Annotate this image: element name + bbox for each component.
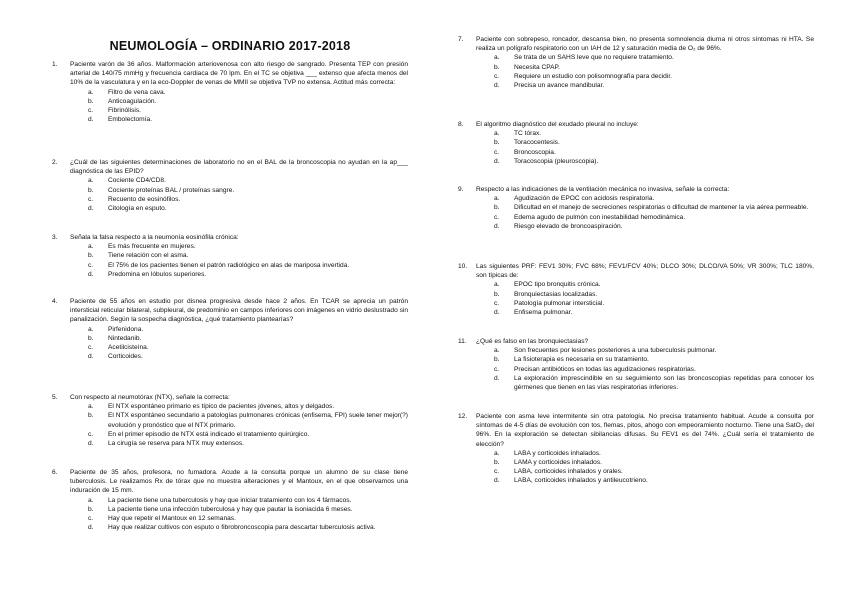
option-letter: a. [494, 347, 500, 355]
answer-options [458, 280, 814, 317]
question-11 [458, 337, 814, 392]
question-stem [52, 468, 408, 496]
answer-option [494, 346, 814, 355]
option-text: El NTX espontáneo secundario a patologías pulmonares crónicas (enfisema, FPI) suele tener mejor(?) evolución y pronóstico que el NTX primario. [108, 412, 408, 429]
option-letter: b. [88, 186, 94, 194]
option-letter: a. [88, 325, 94, 333]
option-text: En el primer episodio de NTX está indicado el tratamiento quirúrgico. [108, 430, 310, 438]
option-text: Corticoides. [108, 353, 143, 361]
option-letter: d. [494, 157, 500, 165]
question-number: 2. [52, 159, 58, 166]
option-letter: d. [88, 440, 94, 448]
answer-option [494, 299, 814, 308]
question-text: Paciente de 55 años en estudio por disnea progresiva desde hace 2 años. En TCAR se aprecia un patrón intersticial reticular bilateral, subpleural, de predominio en campos inferiores con imágenes en vidrio deslustrado sin panalización. Según la sospecha diagnóstica, ¿qué tratamiento plantearías? [70, 298, 408, 324]
question-text: El algoritmo diagnóstico del exudado pleural no incluye: [476, 121, 639, 128]
answer-option [88, 352, 408, 361]
option-text: Riesgo elevado de broncoaspiración. [514, 222, 623, 230]
option-letter: c. [88, 344, 94, 352]
option-text: La exploración imprescindible en su seguimiento son las broncoscopias repetidas para conocer los gérmenes que tienen en las vías respiratorias inferiores. [514, 374, 814, 392]
question-stem [458, 120, 814, 129]
answer-option [88, 186, 408, 195]
answer-option [494, 458, 814, 467]
option-letter: d. [88, 353, 94, 361]
question-7 [458, 35, 814, 90]
answer-options [458, 346, 814, 392]
answer-option [88, 343, 408, 352]
answer-option [88, 176, 408, 185]
option-letter: c. [88, 107, 94, 115]
option-letter: b. [88, 252, 94, 260]
option-text: Cociente proteínas BAL / proteínas sangre. [108, 186, 235, 194]
option-text: Fibrinólisis. [108, 107, 141, 115]
option-letter: a. [494, 449, 500, 457]
answer-option [88, 195, 408, 204]
option-letter: b. [494, 290, 500, 298]
question-8 [458, 120, 814, 166]
answer-options [52, 176, 408, 213]
option-letter: b. [88, 97, 94, 105]
answer-option [494, 194, 814, 203]
answer-option [88, 411, 408, 429]
question-5 [52, 393, 408, 448]
answer-option [88, 251, 408, 260]
answer-options [52, 325, 408, 362]
option-text: Precisan antibióticos en todas las agudizaciones respiratorias. [514, 365, 696, 373]
question-text: Las siguientes PRF: FEV1 30%; FVC 68%; FEV1/FCV 40%; DLCO 30%; DLCO/VA 50%; VR 300%; TLC 180%, son típicas de: [476, 263, 814, 280]
answer-option [88, 204, 408, 213]
answer-options [52, 496, 408, 533]
answer-options [52, 402, 408, 448]
option-letter: d. [494, 222, 500, 230]
answer-option [494, 203, 814, 212]
answer-option [88, 523, 408, 532]
answer-option [494, 129, 814, 138]
question-stem [458, 185, 814, 194]
question-4 [52, 297, 408, 361]
option-text: Hay que repetir el Mantoux en 12 semanas. [108, 515, 236, 523]
answer-option [494, 138, 814, 147]
answer-options [52, 88, 408, 125]
question-stem [52, 297, 408, 325]
answer-option [494, 213, 814, 222]
option-letter: b. [494, 459, 500, 467]
question-text: ¿Qué es falso en las bronquiectasias? [476, 338, 589, 345]
option-text: EPOC tipo bronquitis crónica. [514, 281, 601, 289]
question-stem [52, 60, 408, 88]
option-letter: b. [88, 505, 94, 513]
option-text: Hay que realizar cultivos con esputo o fibrobroncoscopia para descartar tuberculosis activa. [108, 524, 376, 532]
answer-option [494, 290, 814, 299]
option-letter: b. [494, 139, 500, 147]
option-text: Pirfenidona. [108, 325, 144, 333]
option-text: Enfisema pulmonar. [514, 309, 573, 317]
option-text: LABA, corticoides inhalados y antileucotrieno. [514, 477, 648, 485]
option-letter: b. [494, 356, 500, 364]
question-number: 6. [52, 469, 58, 476]
option-letter: a. [494, 130, 500, 138]
question-10 [458, 262, 814, 317]
answer-option [494, 81, 814, 90]
answer-option [88, 505, 408, 514]
question-text: Con respecto al neumotórax (NTX), señale la correcta: [70, 394, 230, 401]
option-letter: d. [88, 205, 94, 213]
question-stem [52, 393, 408, 402]
option-text: El NTX espontáneo primario es típico de pacientes jóvenes, altos y delgados. [108, 403, 335, 411]
answer-option [494, 63, 814, 72]
option-text: La fisioterapia es necesaria en su tratamiento. [514, 356, 649, 364]
answer-options [458, 449, 814, 486]
answer-option [88, 88, 408, 97]
option-letter: c. [494, 299, 500, 307]
option-text: Recuento de eosinófilos. [108, 195, 181, 203]
option-text: Son frecuentes por lesiones posteriores a una tuberculosis pulmonar. [514, 347, 717, 355]
answer-options [458, 53, 814, 90]
question-stem [52, 233, 408, 242]
option-text: Cociente CD4/CD8. [108, 177, 166, 185]
question-stem [52, 158, 408, 176]
answer-option [88, 261, 408, 270]
option-text: Predomina en lóbulos superiores. [108, 270, 207, 278]
question-text: Paciente con asma leve intermitente sin otra patología. No precisa tratamiento habitual. Acude a consulta por síntomas de 4-5 días de evolución con tos, flemas, pitos, ahogo con empeoramiento nocturno. Tiene una SatO₂ del 96%. En la exploración se detectan sibilancias difusas. Su FEV1 es del 74%. ¿Cuál sería el tratamiento de elección? [476, 413, 814, 448]
option-letter: c. [494, 365, 500, 373]
answer-option [494, 157, 814, 166]
option-letter: d. [88, 524, 94, 532]
question-stem [458, 35, 814, 53]
option-text: Nintedanib. [108, 334, 142, 342]
option-letter: b. [88, 334, 94, 342]
question-1 [52, 60, 408, 124]
option-text: Necesita CPAP. [514, 63, 560, 71]
option-text: Agudización de EPOC con acidosis respiratoria. [514, 195, 655, 203]
question-stem [458, 412, 814, 449]
option-text: Embolectomía. [108, 116, 152, 124]
option-text: Acetilcisteína. [108, 344, 149, 352]
question-text: Señala la falsa respecto a la neumonía eosinófila crónica: [70, 234, 239, 241]
option-text: Dificultad en el manejo de secreciones respiratorias o dificultad de mantener la vía aérea permeable. [514, 204, 809, 212]
answer-option [494, 467, 814, 476]
answer-option [88, 402, 408, 411]
option-letter: c. [88, 261, 94, 269]
option-text: La paciente tiene una infección tuberculosa y hay que pautar la isoniacida 6 meses. [108, 505, 353, 513]
option-text: Toracoscopia (pleuroscopia). [514, 157, 599, 165]
answer-options [52, 242, 408, 279]
option-letter: a. [494, 281, 500, 289]
page-title: NEUMOLOGÍA – ORDINARIO 2017-2018 [109, 39, 351, 53]
answer-option [88, 496, 408, 505]
option-text: Filtro de vena cava. [108, 88, 166, 96]
option-text: Requiere un estudio con polisomnografía para decidir. [514, 72, 672, 80]
question-number: 11. [458, 338, 467, 345]
answer-option [494, 355, 814, 364]
answer-option [494, 365, 814, 374]
question-9 [458, 185, 814, 231]
option-text: Precisa un avance mandibular. [514, 82, 605, 90]
answer-option [494, 308, 814, 317]
option-letter: d. [494, 309, 500, 317]
option-text: TC tórax. [514, 130, 542, 138]
question-number: 7. [458, 36, 464, 43]
answer-option [88, 325, 408, 334]
option-letter: c. [88, 195, 94, 203]
option-text: Citología en esputo. [108, 205, 167, 213]
answer-option [88, 514, 408, 523]
answer-option [494, 449, 814, 458]
answer-option [88, 97, 408, 106]
option-letter: a. [88, 403, 94, 411]
option-letter: a. [88, 496, 94, 504]
answer-option [88, 115, 408, 124]
option-letter: a. [88, 88, 94, 96]
option-letter: c. [494, 213, 500, 221]
question-text: Paciente de 35 años, profesora, no fumadora. Acude a la consulta porque un alumno de su clase tiene tuberculosis. Le realizamos Rx de tórax que no muestra alteraciones y el Mantoux, en el que observamos una induración de 15 mm. [70, 469, 408, 495]
answer-option [88, 106, 408, 115]
question-12 [458, 412, 814, 486]
option-text: Edema agudo de pulmón con inestabilidad hemodinámica. [514, 213, 686, 221]
question-3 [52, 233, 408, 279]
answer-option [88, 242, 408, 251]
option-text: LABA y corticoides inhalados. [514, 449, 601, 457]
option-letter: b. [494, 204, 500, 212]
option-text: Es más frecuente en mujeres. [108, 243, 196, 251]
option-text: Patología pulmonar intersticial. [514, 299, 605, 307]
option-letter: b. [88, 412, 94, 420]
option-text: Toracocentesis. [514, 139, 560, 147]
answer-option [494, 280, 814, 289]
answer-option [494, 53, 814, 62]
answer-option [88, 270, 408, 279]
option-letter: a. [494, 54, 500, 62]
option-letter: a. [88, 243, 94, 251]
option-letter: c. [88, 430, 94, 438]
question-text: ¿Cuál de las siguientes determinaciones de laboratorio no en el BAL de la broncoscopia no ayudan en la ap___ diagnóstica de las EPID? [70, 159, 408, 176]
question-stem [458, 337, 814, 346]
question-number: 9. [458, 186, 464, 193]
option-text: La cirugía se reserva para NTX muy extensos. [108, 440, 244, 448]
question-2 [52, 158, 408, 213]
question-6 [52, 468, 408, 532]
option-text: La paciente tiene una tuberculosis y hay que iniciar tratamiento con los 4 fármacos. [108, 496, 352, 504]
answer-option [494, 72, 814, 81]
option-letter: d. [494, 82, 500, 90]
answer-option [88, 430, 408, 439]
option-letter: a. [88, 177, 94, 185]
question-number: 10. [458, 263, 468, 270]
question-text: Respecto a las indicaciones de la ventilación mecánica no invasiva, señale la correcta: [476, 186, 730, 193]
question-number: 3. [52, 234, 58, 241]
question-stem [458, 262, 814, 280]
question-number: 5. [52, 394, 58, 401]
option-letter: c. [494, 468, 500, 476]
option-text: El 75% de los pacientes tienen el patrón radiológico en alas de mariposa invertida. [108, 261, 350, 269]
question-text: Paciente con sobrepeso, roncador, descansa bien, no presenta somnolencia diurna ni otros síntomas ni HTA. Se realiza un polígrafo respiratorio con un IAH de 12 y saturación media de O₂ de 96%. [476, 36, 814, 53]
answer-option [494, 148, 814, 157]
option-text: Tiene relación con el asma. [108, 252, 189, 260]
option-letter: d. [88, 116, 94, 124]
question-number: 1. [52, 61, 58, 68]
answer-option [494, 222, 814, 231]
answer-option [88, 334, 408, 343]
option-letter: d. [494, 477, 500, 485]
option-text: LABA, corticoides inhalados y orales. [514, 468, 623, 476]
option-letter: c. [88, 515, 94, 523]
option-letter: d. [494, 374, 500, 382]
answer-options [458, 194, 814, 231]
option-letter: b. [494, 63, 500, 71]
option-letter: a. [494, 195, 500, 203]
answer-option [494, 476, 814, 485]
option-text: Broncoscopia. [514, 148, 556, 156]
option-text: LAMA y corticoides inhalados. [514, 459, 602, 467]
option-text: Se trata de un SAHS leve que no requiere tratamiento. [514, 54, 674, 62]
option-letter: d. [88, 270, 94, 278]
question-number: 4. [52, 298, 58, 305]
option-letter: c. [494, 72, 500, 80]
question-number: 12. [458, 413, 468, 420]
option-text: Anticoagulación. [108, 97, 157, 105]
answer-option [88, 439, 408, 448]
answer-options [458, 129, 814, 166]
option-letter: c. [494, 148, 500, 156]
answer-option [494, 374, 814, 392]
option-text: Bronquiectasias localizadas. [514, 290, 598, 298]
question-number: 8. [458, 121, 464, 128]
question-text: Paciente varón de 36 años. Malformación arteriovenosa con alto riesgo de sangrado. Presenta TEP con presión arterial de 140/75 mmHg y frecuencia cardiaca de 70 lpm. En el TC se objetiva ___ extenso que afecta menos del 10% de la vasculatura y en la eco-Doppler de venas de MMII se objetiva TVP no extensa. Actitud más correcta: [70, 61, 408, 87]
